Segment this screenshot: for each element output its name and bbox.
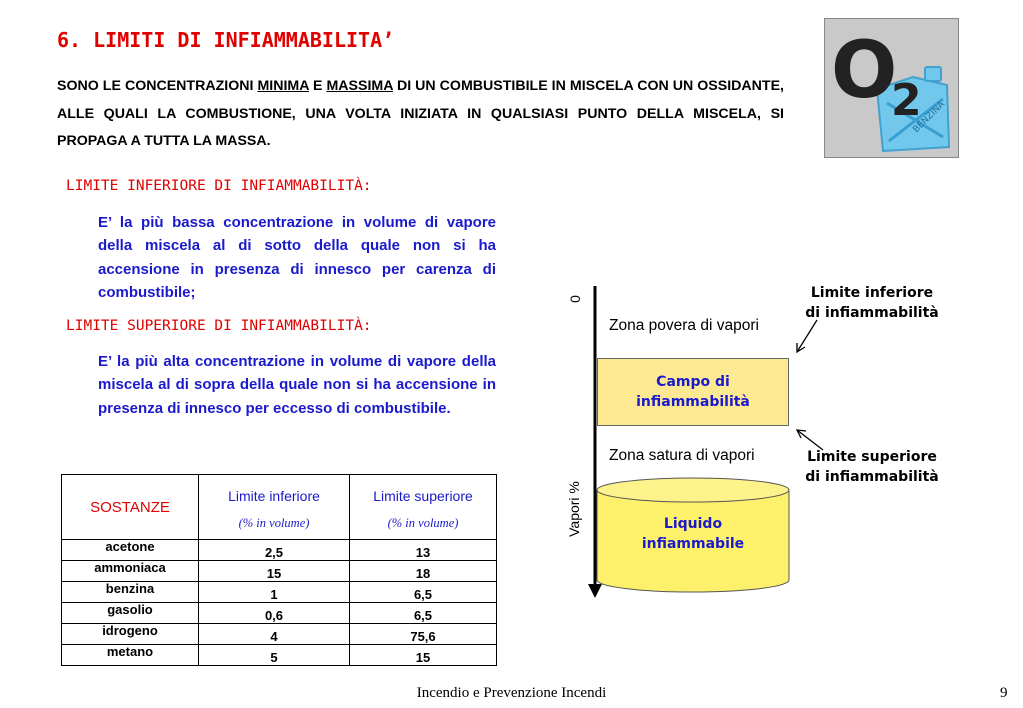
cell-sup: 75,6 [350,624,497,645]
substances-table [61,474,497,666]
table-row [62,582,497,603]
heading-limite-superiore: LIMITE SUPERIORE DI INFIAMMABILITÀ: [66,318,372,334]
cell-sup: 18 [350,561,497,582]
header-sostanze: SOSTANZE [62,475,199,540]
zona-povera-label: Zona povera di vapori [609,317,759,334]
header-limite-superiore [350,475,497,540]
lim-sup-line2: di infiammabilità [805,469,939,485]
table-header-row [62,475,497,540]
cell-inf: 4 [199,624,350,645]
definition-limite-inferiore: E’ la più bassa concentrazione in volume di vapore della miscela al di sotto della quale non si ha accensione in presenza di innesco per carenza di combustibile; [98,214,496,301]
o2-logo [824,18,959,158]
cell-name: acetone [62,540,199,561]
page-title: 6. LIMITI DI INFIAMMABILITA’ [57,28,395,52]
intro-part1: SONO LE CONCENTRAZIONI [57,78,258,94]
definition-limite-superiore: E’ la più alta concentrazione in volume di vapore della miscela al di sopra della quale non si ha accensione in presenza di innesco per eccesso di combustibile. [98,353,496,417]
logo-2: 2 [891,75,922,126]
intro-massima: MASSIMA [326,78,393,94]
cell-sup: 6,5 [350,582,497,603]
liquido-line2: infiammabile [641,536,745,552]
cell-sup: 6,5 [350,603,497,624]
table-row [62,561,497,582]
axis-label: Vapori % [566,481,582,537]
logo-o: O [831,26,898,116]
heading-limite-inferiore: LIMITE INFERIORE DI INFIAMMABILITÀ: [66,178,372,194]
limite-superiore-callout [796,447,948,487]
page-number: 9 [1000,685,1008,701]
zona-satura-label: Zona satura di vapori [609,447,755,464]
cell-inf: 2,5 [199,540,350,561]
intro-part2: E [308,78,327,94]
logo-tank-text: BENZINA [911,99,948,136]
footer-text: Incendio e Prevenzione Incendi [416,685,607,701]
lim-sup-line1: Limite superiore [807,449,937,465]
cell-name: benzina [62,582,199,603]
cell-sup: 15 [350,645,497,666]
cell-inf: 5 [199,645,350,666]
table-row [62,645,497,666]
o2-logo-icon [825,19,958,157]
cell-name: metano [62,645,199,666]
liquido-line1: Liquido [663,516,723,532]
campo-infiammabilita-box [597,358,789,426]
header-limite-inferiore [199,475,350,540]
header-inf-unit: (% in volume) [238,515,310,530]
limite-inferiore-callout [796,283,948,323]
header-inf-label: Limite inferiore [228,487,320,504]
cell-name: idrogeno [62,624,199,645]
cell-name: ammoniaca [62,561,199,582]
axis-arrowhead [588,584,602,598]
campo-line1: Campo di [656,374,730,390]
cell-inf: 15 [199,561,350,582]
table-row [62,540,497,561]
cell-inf: 1 [199,582,350,603]
table-row [62,624,497,645]
liquido-label [597,514,789,554]
intro-paragraph [57,73,784,156]
table-row [62,603,497,624]
lim-inf-line2: di infiammabilità [805,305,939,321]
intro-minima: MINIMA [257,78,309,94]
campo-line2: infiammabilità [636,394,750,410]
lim-inf-line1: Limite inferiore [810,285,934,301]
header-sup-unit: (% in volume) [387,515,459,530]
cell-sup: 13 [350,540,497,561]
axis-zero-label: 0 [567,295,583,303]
header-sup-label: Limite superiore [373,487,473,504]
cell-inf: 0,6 [199,603,350,624]
pointer-arrow-inferiore [797,320,817,352]
intro-part3: DI UN COMBUSTIBILE IN MISCELA CON UN OSSIDANTE, ALLE QUALI LA COMBUSTIONE, UNA VOLTA INIZIATA IN QUALSIASI PUNTO DELLA MISCELA, SI PROPAGA A TUTTA LA MASSA. [57,78,784,149]
cell-name: gasolio [62,603,199,624]
